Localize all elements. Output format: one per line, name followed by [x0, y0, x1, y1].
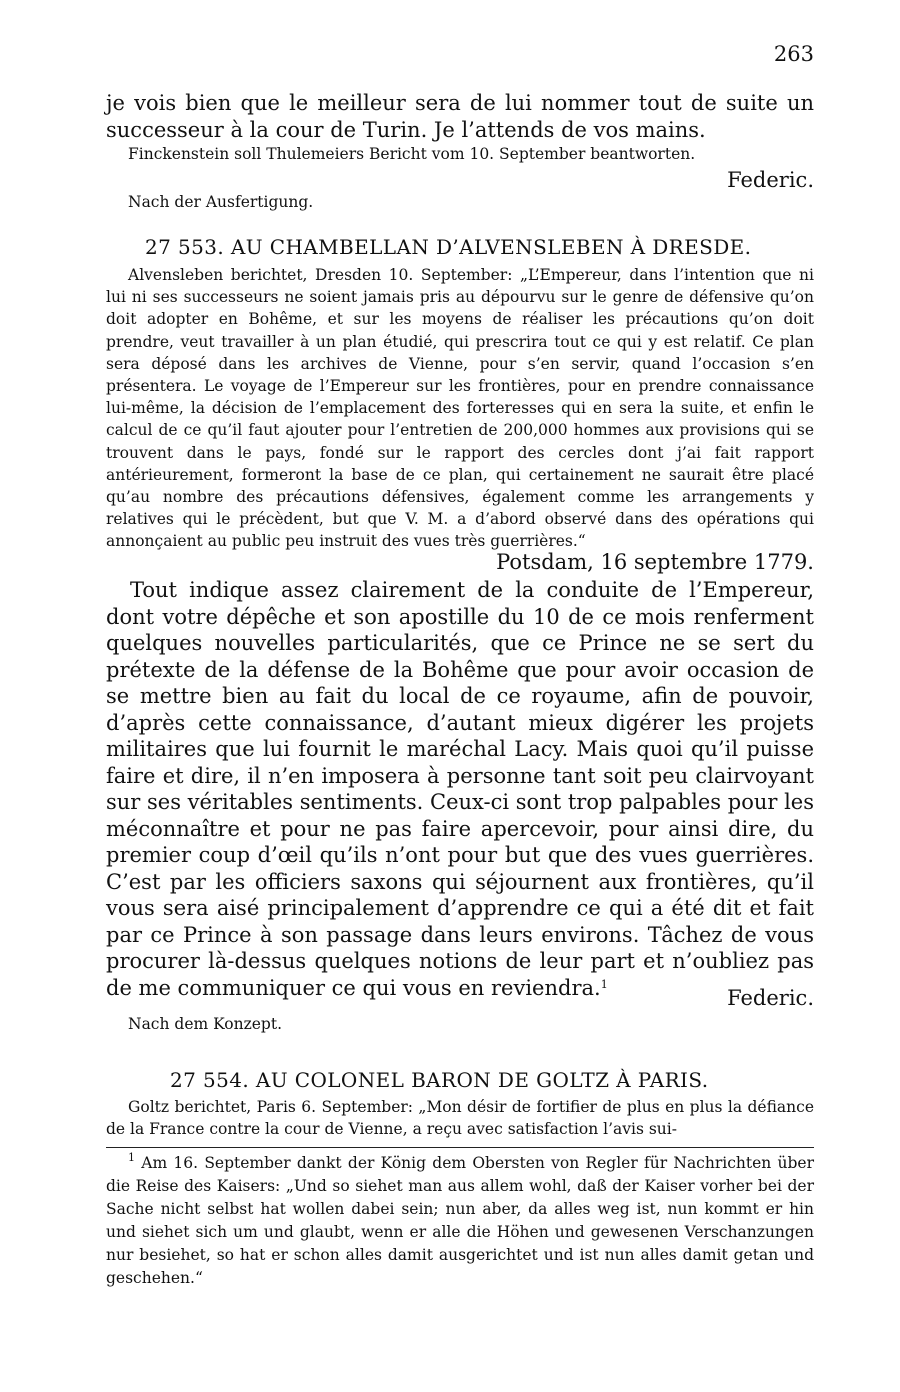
source-note: Nach dem Konzept.: [128, 1015, 283, 1033]
editorial-note: Finckenstein soll Thulemeiers Bericht vom 10. September beantworten.: [128, 145, 696, 163]
source-note: Nach der Ausfertigung.: [128, 193, 314, 211]
report-summary: Alvensleben berichtet, Dresden 10. September: „L’Empereur, dans l’intention que ni lui ni ses successeurs ne soient jamais pris au dépourvu sur le genre de défensive qu’on doit adopter en Bohême, et sur les moyens de réaliser les précautions qu’on doit prendre, veut travailler à un plan étudié, qui prescrira tout ce qui y est relatif. Ce plan sera déposé dans les archives de Vienne, pour s’en servir, quand l’occasion s’en présentera. Le voyage de l’Empereur sur les frontières, pour en prendre connaissance lui-même, la décision de l’emplacement des forteresses qui en sera la suite, et enfin le calcul de ce qu’il faut ajouter pour l’entretien de 200,000 hommes aux provisions qui se trouvent dans le pays, fondé sur le rapport des cercles dont j’ai fait rapport antérieurement, formeront la base de ce plan, qui certainement ne saurait être placé qu’au nombre des précautions défensives, également comme les arrangements y relatives qui le précèdent, but que V. M. a d’abord observé dans des opérations qui annonçaient au public peu instruit des vues très guerrières.“: [106, 266, 814, 551]
report-summary: Goltz berichtet, Paris 6. September: „Mon désir de fortifier de plus en plus la défiance de la France contre la cour de Vienne, a reçu avec satisfaction l’avis sui-: [106, 1098, 814, 1139]
letter-date: Potsdam, 16 septembre 1779.: [496, 550, 814, 574]
signature: Federic.: [727, 168, 814, 192]
footnote: [106, 1152, 814, 1290]
footnote-reference: 1: [600, 977, 608, 991]
page-number: 263: [773, 42, 814, 66]
letter-heading: 27 553. AU CHAMBELLAN D’ALVENSLEBEN À DRESDE.: [145, 235, 752, 259]
opening-paragraph: je vois bien que le meilleur sera de lui nommer tout de suite un successeur à la cour de Turin. Je l’attends de vos mains.: [106, 91, 814, 142]
letter-body: [106, 577, 814, 1001]
footnote-divider: [106, 1147, 814, 1148]
footnote-mark: 1: [128, 1151, 135, 1164]
letter-body-text: Tout indique assez clairement de la conduite de l’Empereur, dont votre dépêche et son apostille du 10 de ce mois renferment quelques nouvelles particularités, que ce Prince ne se sert du prétexte de la défense de la Bohême que pour avoir occasion de se mettre bien au fait du local de ce royaume, afin de pouvoir, d’après cette connaissance, d’autant mieux digérer les projets militaires que lui fournit le maréchal Lacy. Mais quoi qu’il puisse faire et dire, il n’en imposera à personne tant soit peu clairvoyant sur ses véritables sentiments. Ceux-ci sont trop palpables pour les méconnaître et pour ne pas faire apercevoir, pour ainsi dire, du premier coup d’œil qu’ils n’ont pour but que des vues guerrières. C’est par les officiers saxons qui séjournent aux frontières, qu’il vous sera aisé principalement d’apprendre ce qui a été dit et fait par ce Prince à son passage dans leurs environs. Tâchez de vous procurer là-dessus quelques notions de leur part et n’oubliez pas de me communiquer ce qui vous en reviendra.: [106, 578, 815, 1000]
footnote-text: Am 16. September dankt der König dem Obersten von Regler für Nachrichten über die Reise des Kaisers: „Und so siehet man aus allem wohl, daß der Kaiser vorher bei der Sache nicht selbst hat wollen dabei sein; nun aber, da alles weg ist, nun kommt er hin und siehet sich um und glaubt, wenn er alle die Höhen und gewesenen Verschanzungen nur besiehet, so hat er schon alles damit ausgerichtet und ist nun alles damit getan und geschehen.“: [106, 1154, 815, 1287]
signature: Federic.: [727, 986, 814, 1010]
letter-heading: 27 554. AU COLONEL BARON DE GOLTZ À PARIS.: [170, 1068, 709, 1092]
